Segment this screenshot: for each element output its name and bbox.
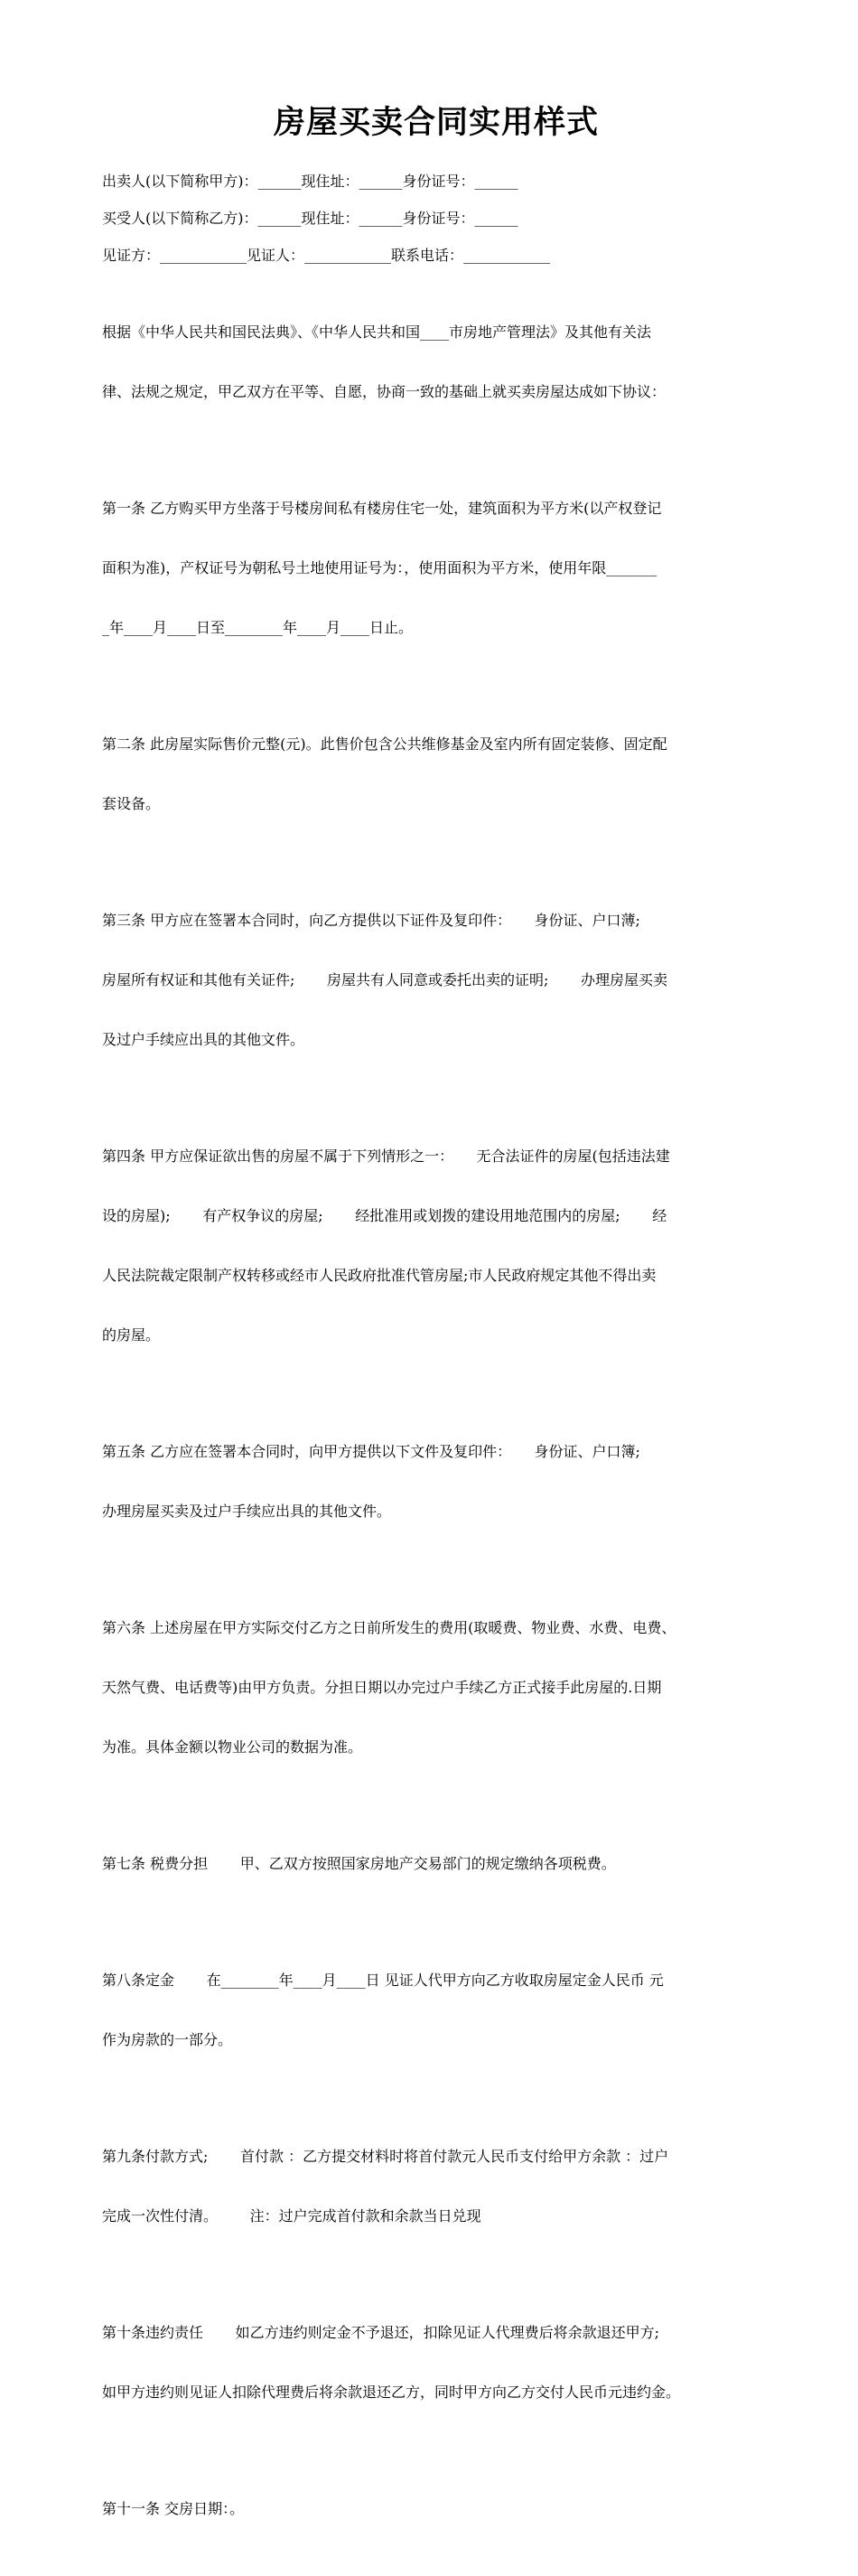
article-5-paragraph [102,1402,770,1561]
article-10-paragraph [102,2283,770,2442]
text-line: 第十一条 交房日期：。 [102,2500,245,2517]
text-line: 设的房屋); 有产权争议的房屋; 经批准用或划拨的建设用地范围内的房屋; 经 [102,1207,667,1224]
text-line: 第七条 税费分担 甲、乙双方按照国家房地产交易部门的规定缴纳各项税费。 [102,1855,616,1872]
page-title: 房屋买卖合同实用样式 [273,104,599,141]
text-line: 第一条 乙方购买甲方坐落于号楼房间私有楼房住宅一处，建筑面积为平方米(以产权登记 [102,500,662,517]
article-11-paragraph [102,2459,770,2559]
text-line: 第五条 乙方应在签署本合同时，向甲方提供以下文件及复印件： 身份证、户口簿; [102,1443,640,1460]
article-7-paragraph [102,1814,770,1914]
text-line: _年____月____日至________年____月____日止。 [102,619,414,636]
text-line: 根据《中华人民共和国民法典》、《中华人民共和国____市房地产管理法》及其他有关法 [102,323,652,341]
text-line: 面积为准)，产权证号为朝私号土地使用证号为：，使用面积为平方米，使用年限_______ [102,559,657,576]
text-line: 为准。具体金额以物业公司的数据为准。 [102,1738,363,1756]
witness-info-line: 见证方：____________见证人：____________联系电话：____________ [102,247,551,264]
text-line: 及过户手续应出具的其他文件。 [102,1031,305,1048]
article-2-paragraph [102,695,770,854]
text-line: 第九条付款方式; 首付款 ：乙方提交材料时将首付款元人民币支付给甲方余款 ：过户 [102,2148,669,2165]
article-6-paragraph [102,1578,770,1797]
text-line: 房屋所有权证和其他有关证件; 房屋共有人同意或委托出卖的证明; 办理房屋买卖 [102,971,667,988]
text-line: 套设备。 [102,795,161,812]
text-line: 办理房屋买卖及过户手续应出具的其他文件。 [102,1503,392,1520]
article-9-paragraph [102,2107,770,2266]
text-line: 完成一次性付清。 注：过户完成首付款和余款当日兑现 [102,2207,481,2225]
text-line: 的房屋。 [102,1326,161,1344]
text-line: 律、法规之规定，甲乙双方在平等、自愿，协商一致的基础上就买卖房屋达成如下协议： [102,383,667,400]
text-line: 第八条定金 在________年____月____日 见证人代甲方向乙方收取房屋定金人民币 元 [102,1972,664,1989]
text-line: 如甲方违约则见证人扣除代理费后将余款退还乙方，同时甲方向乙方交付人民币元违约金。 [102,2384,681,2401]
buyer-info-line: 买受人(以下简称乙方)：______现住址：______身份证号：______ [102,210,518,227]
text-line: 第三条 甲方应在签署本合同时，向乙方提供以下证件及复印件： 身份证、户口薄; [102,912,640,929]
article-4-paragraph [102,1107,770,1385]
seller-info-line: 出卖人(以下简称甲方)：______现住址：______身份证号：______ [102,173,518,190]
text-line: 第四条 甲方应保证欲出售的房屋不属于下列情形之一： 无合法证件的房屋(包括违法建 [102,1147,670,1165]
text-line: 天然气费、电话费等)由甲方负责。分担日期以办完过户手续乙方正式接手此房屋的.日期 [102,1679,662,1696]
text-line: 第二条 此房屋实际售价元整(元)。此售价包含公共维修基金及室内所有固定装修、固定配 [102,735,667,753]
article-3-paragraph [102,871,770,1090]
article-1-paragraph [102,459,770,678]
text-line: 第十条违约责任 如乙方违约则定金不予退还，扣除见证人代理费后将余款退还甲方; [102,2324,659,2341]
text-line: 第六条 上述房屋在甲方实际交付乙方之日前所发生的费用(取暖费、物业费、水费、电费、 [102,1619,676,1636]
text-line: 作为房款的一部分。 [102,2031,233,2048]
text-line: 人民法院裁定限制产权转移或经市人民政府批准代管房屋;市人民政府规定其他不得出卖 [102,1267,657,1284]
preamble-paragraph [102,283,770,442]
article-8-paragraph [102,1931,770,2090]
document-page [102,101,770,2576]
